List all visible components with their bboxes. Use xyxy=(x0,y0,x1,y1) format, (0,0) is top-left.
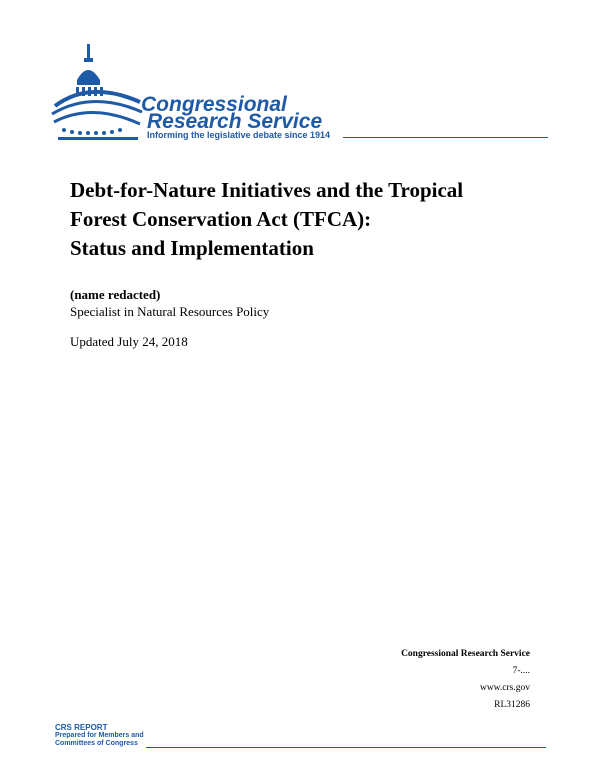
footer-line-2: Prepared for Members and xyxy=(55,732,144,739)
contact-website: www.crs.gov xyxy=(479,683,530,693)
brand-name-line1: Congressional xyxy=(141,93,287,116)
updated-date: Updated July 24, 2018 xyxy=(70,334,188,349)
capitol-dome-icon xyxy=(50,40,145,145)
footer-line-1: CRS REPORT xyxy=(55,723,108,732)
contact-org: Congressional Research Service xyxy=(401,649,530,659)
title-line-1: Debt-for-Nature Initiatives and the Tropical xyxy=(70,178,464,202)
author-name: (name redacted) xyxy=(70,287,161,302)
tagline-rule xyxy=(343,137,548,138)
footer-line-3: Committees of Congress xyxy=(55,740,138,747)
footer-rule xyxy=(146,747,546,748)
crs-logo xyxy=(50,40,550,145)
title-line-2: Forest Conservation Act (TFCA): xyxy=(70,207,372,231)
title-line-3: Status and Implementation xyxy=(70,236,314,260)
footer-crs-report xyxy=(55,724,144,748)
contact-phone: 7-.... xyxy=(512,666,530,676)
brand-name-line2: Research Service xyxy=(147,110,323,133)
brand-tagline: Informing the legislative debate since 1914 xyxy=(147,130,331,140)
author-role: Specialist in Natural Resources Policy xyxy=(70,304,270,319)
report-title xyxy=(70,176,550,263)
contact-block xyxy=(401,646,530,714)
report-number: RL31286 xyxy=(494,700,530,710)
